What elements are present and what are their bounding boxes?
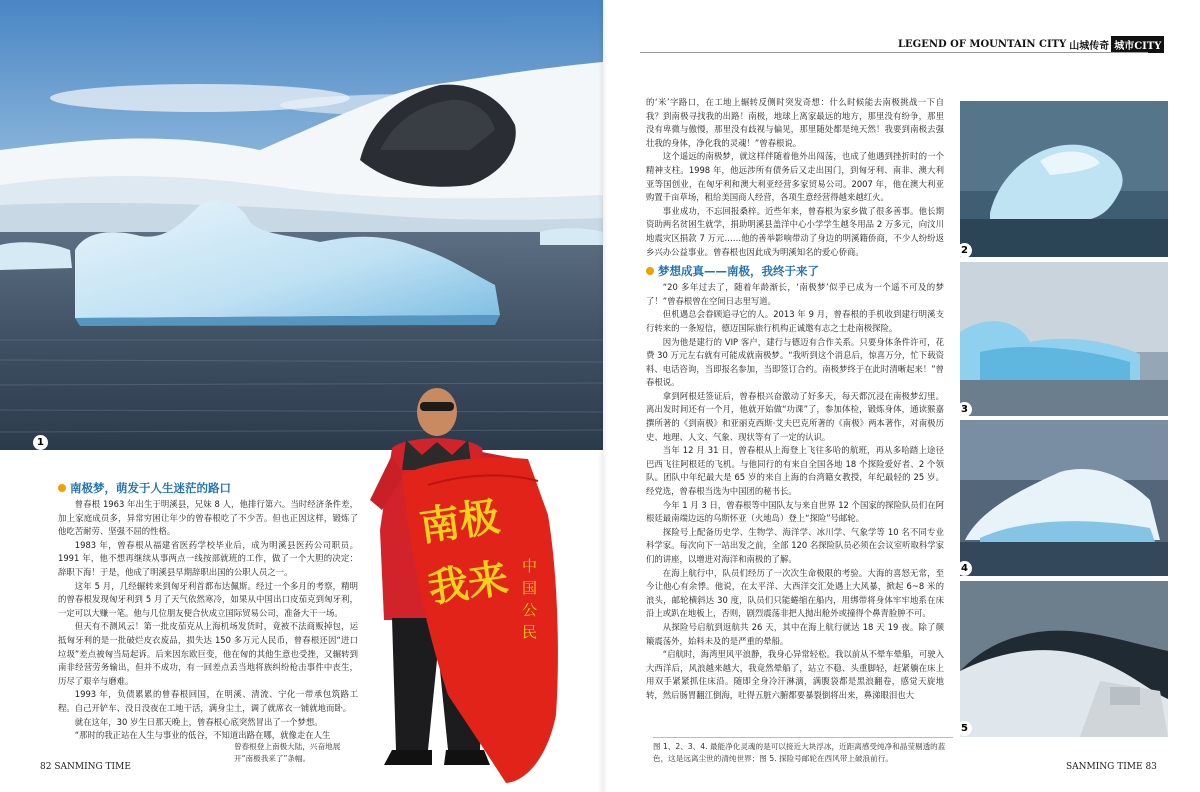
- header-section-en: CITY: [1134, 41, 1162, 52]
- photo-number-1: 1: [33, 435, 48, 450]
- left-paragraph: 就在这年，30 岁生日那天晚上，曾春根心底突然冒出了一个梦想。: [74, 716, 323, 727]
- photo-number-2: 2: [957, 243, 972, 258]
- right-paragraph: 这个遥远的南极梦，就这样伴随着他外出闯荡，也成了他遇到挫折时的一个精神支柱。1998 年，他远涉所有债务后又走出国门，到匈牙利、南非、澳大利亚等国创业，在匈牙利和澳大利亚经营多家贸易公司。2007 年，他在澳大利亚购置千亩草场，租给美国商人经营，各项生意经营得越来越红火。: [646, 151, 944, 203]
- banner-main-text: 南极我来: [416, 492, 512, 613]
- bullet-icon: [58, 484, 66, 492]
- photo-number-4: 4: [957, 561, 972, 576]
- right-paragraph: “启航时，海湾里风平浪静，我身心异常轻松。我以前从不晕车晕船，可驶入大西洋后，风浪越来越大，我竟然晕船了，站立不稳、头重脚轻，赶紧躺在床上用双手紧紧抓住床沿。随即全身冷汗淋漓，满腹袋都是黑浪翻卷，感觉天旋地转，然后肠胃翻江倒海，吐得五脏六腑都要暴裂倒将出来，鼻涕眼泪也大: [646, 649, 944, 700]
- right-paragraph: 今年 1 月 3 日，曾春根等中国队友与来自世界 12 个国家的探险队员们在阿根廷最南端边远的乌斯怀亚（火地岛）登上“探险”号邮轮。: [646, 499, 944, 524]
- section-title-right: [646, 263, 944, 279]
- header-section-cn: 城市: [1114, 41, 1135, 52]
- left-paragraph: 1993 年，负债累累的曾春根回国，在明溪、清流、宁化一带承包筑路工程。自己开铲车、没日没夜在工地干活，满身尘土，调了就席衣一铺就地而卧。: [58, 689, 358, 713]
- right-paragraph: 当年 12 月 31 日，曾春根从上海登上飞往多哈的航班，再从多哈踏上途径巴西飞往阿根廷的飞机。与他同行的有来自全国各地 18 个探险爱好者、2 个领队。团队中年纪最大是 65 岁的来自上海的台湾籍女教授，年纪最轻的 25 岁。经党选，曾春根当选为中国团的秘书长。: [646, 445, 944, 497]
- header-rule: [640, 52, 1148, 53]
- left-paragraph: 曾春根 1963 年出生于明溪县，兄妹 8 人，他排行第六。当时经济条件差，加上家庭成员多，异常穷困让年少的曾春根吃了不少苦。但也正因这样，锻炼了他吃苦耐劳、坚强不屈的性格。: [58, 499, 358, 537]
- banner-nanji-wo-lai-le: [398, 455, 566, 785]
- page-gutter: [598, 0, 608, 792]
- side-photo-4-iceberg: [960, 420, 1168, 576]
- left-paragraph: 但天有不测风云！第一批皮茄克从上海机场发货时，竟被不法商贩掉包，运抵匈牙利的是一批破烂皮衣废品，损失达 150 多万元人民币，曾春根还因“进口垃圾”差点被匈当局起诉。后来因东欧巨变，他在匈的其他生意也受挫，又辗转到南非经营劳务输出，但并不成功，有一回差点丢当地将族纠纷枪击事件中丧生，历尽了艰辛与磨难。: [58, 621, 358, 686]
- left-article-column: [58, 480, 358, 743]
- side-photo-5-ship-waves: [960, 581, 1168, 737]
- caption-left: 曾春根登上南极大陆，兴奋地展开“南极我来了”条幅。: [234, 742, 341, 763]
- caption-rule: [653, 737, 953, 738]
- page-folio-right: SANMING TIME 83: [1066, 762, 1157, 772]
- section-title-left-text: 南极梦，萌发于人生迷茫的路口: [70, 481, 231, 495]
- right-paragraph: 拿到阿根廷签证后，曾春根兴奋激动了好多天，每天都沉浸在南极梦幻里。离出发时间还有一个月，他就开始做“功课”了，参加体检，锻炼身体，通读猴嘉撰所著的《到南极》和亚丽克西斯·艾夫巴克所著的《南极》两本著作，对南极历史、地理、人文、气象、现状等有了一定的认识。: [646, 390, 944, 442]
- right-paragraph: 在海上航行中，队员们经历了一次次生命极限的考验。大海的喜怒无常，至今让他心有余悸。他说，在太平洋、大西洋交汇处遇上大风暴，掀起 6~8 米的浪头，邮轮横斜达 30 度，队员们只能蜷缩在船内，用绑带将身体牢牢地系在床沿上或趴在地板上，否则，剧烈震荡非把人抛出舱外或撞得个鼻青脸肿不可。: [646, 567, 944, 619]
- left-paragraph: 这年 5 月，几经辗转来到匈牙利首都布达佩斯。经过一个多月的考察，精明的曾春根发现匈牙利到 5 月了天气依然寒冷，如果从中国出口皮茄克到匈牙利，一定可以大赚一笔。他与几位朋友便合伙成立国际贸易公司，准备大干一场。: [58, 580, 358, 618]
- right-paragraph: 探险号上配备历史学、生物学、海洋学、冰川学、气象学等 10 名不同专业科学家。每次向下一站出发之前，全部 120 名探险队员必须在会议室听取科学家们的讲座，以增进对海洋和南极的了解。: [646, 526, 944, 564]
- side-photo-3-iceberg: [960, 262, 1168, 416]
- right-paragraph: “20 多年过去了，随着年龄渐长，‘南极梦’似乎已成为一个遥不可及的梦了！”曾春根曾在空间日志里写道。: [646, 282, 944, 306]
- left-paragraph: 1983 年，曾春根从福建省医药学校毕业后，成为明溪县医药公司职员。1991 年，他不想再继续从事两点一线按部就班的工作，做了一个大胆的决定：辞职下海！于是，他成了明溪县早期辞职出国的公职人员之一。: [58, 539, 358, 577]
- right-paragraph: 但机遇总会眷顾追寻它的人。2013 年 9 月，曾春根的手机收到建行明溪支行转来的一条短信，德迈国际旅行机构正诚邀有志之士赴南极探险。: [646, 309, 944, 333]
- right-article-column: [646, 96, 944, 703]
- header-section-badge: [1111, 36, 1164, 53]
- page-folio-left: 82 SANMING TIME: [40, 762, 131, 772]
- right-paragraph: 因为他是建行的 VIP 客户，建行与德迈有合作关系。只要身体条件许可，花费 30 万元左右就有可能成就南极梦。“我听到这个消息后，惊喜万分，忙下载资料、电话咨询，当即报名参加，当即签订合约。南极梦终于在此时清晰起来！”曾春根说。: [646, 336, 944, 388]
- left-paragraph: “那时的我正站在人生与事业的低谷，不知道出路在哪，就像走在人生: [74, 730, 331, 741]
- section-title-left: [58, 480, 358, 496]
- header-title-en: LEGEND OF MOUNTAIN CITY: [898, 39, 1067, 50]
- right-paragraph: 事业成功，不忘回报桑梓。近些年来，曾春根为家乡做了很多善事。他长期资助两名贫困生就学，捐助明溪县盖洋中心小学学生越冬用品 2 万多元，向汶川地震灾区捐款 7 万元……他的善举影响带动了身边的明溪籍侨商，不少人纷纷返乡兴办公益事业。曾春根也因此成为明溪知名的爱心侨商。: [646, 205, 944, 257]
- section-title-right-text: 梦想成真——南极，我终于来了: [658, 264, 819, 279]
- header-title-cn: 山城传奇: [1069, 41, 1110, 52]
- right-paragraph: 的‘米’字路口，在工地上辗转反侧时突发奇想：什么时候能去南极挑战一下自我？到南极寻找我的出路！南极，地球上离家最远的地方，那里没有纷争，那里没有卑微与傲慢，那里没有歧视与偏见，那里随处都是纯天然！我要到南极去强壮我的身体，净化我的灵魂！”曾春根说。: [646, 97, 944, 148]
- photo-number-5: 5: [957, 721, 972, 736]
- right-paragraph: 从探险号启航到返航共 26 天，其中在海上航行就达 18 天 19 夜。除了颠簸震荡外，始料未及的是严重的晕船。: [646, 621, 944, 646]
- banner-side-text: 中国公民: [522, 557, 538, 641]
- caption-right: 图 1、2、3、4. 最能净化灵魂的是可以接近大块浮冰，近距离感受纯净和晶莹剔透的蓝色，这是远离尘世的清纯世界；图 5. 探险号邮轮在西风带上破浪前行。: [653, 742, 946, 763]
- side-photo-2-iceberg: [960, 101, 1168, 257]
- photo-number-3: 3: [957, 402, 972, 417]
- bullet-icon: [646, 267, 654, 275]
- running-header: [898, 36, 1164, 53]
